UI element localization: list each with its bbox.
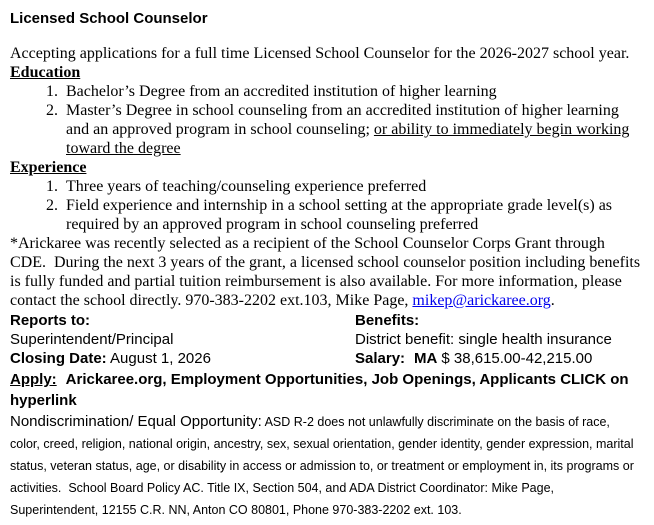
closing-date-value: August 1, 2026 <box>110 350 211 367</box>
experience-item-2 <box>62 196 642 234</box>
salary-label: Salary: <box>355 350 406 367</box>
experience-item-1-text: Three years of teaching/counseling experience preferred <box>66 178 427 195</box>
grant-paragraph-period: . <box>550 292 555 309</box>
salary-value: $ 38,615.00-42,215.00 <box>441 350 593 367</box>
disclaimer-body: ASD R-2 does not unlawfully discriminate on the basis of race, color, creed, religion, national origin, ancestry, sex, sexual orientation, gender identity, gender expression, marital status, veteran status, age, or disability in access or admission to, or treatment or employment in, its programs or activities. School Board Policy AC. Title IX, Section 504, and ADA District Coordinator: Mike Page, Superintendent, 12155 C.R. NN, Anton CO 80801, Phone 970-383-2202 ext. 103. <box>10 415 638 517</box>
salary-degree: MA <box>414 350 438 367</box>
benefits-label: Benefits: <box>355 312 420 329</box>
experience-list <box>10 177 642 234</box>
page-title: Licensed School Counselor <box>10 10 208 27</box>
education-item-2-underlined-text: or ability to immediately begin working toward the degree <box>66 121 630 157</box>
email-link[interactable]: mikep@arickaree.org <box>412 292 551 309</box>
apply-text: Arickaree.org, Employment Opportunities, Job Openings, Applicants CLICK on hyperlink <box>10 371 629 409</box>
education-item-2 <box>62 101 642 158</box>
apply-label: Apply: <box>10 371 57 388</box>
grant-paragraph-text: *Arickaree was recently selected as a recipient of the School Counselor Corps Grant through CDE. During the next 3 years of the grant, a licensed school counselor position including benefits is fully funded and partial tuition reimbursement is also available. For more information, please contact the school directly. 970-383-2202 ext.103, Mike Page, <box>10 235 645 309</box>
education-item-2-text: Master’s Degree in school counseling from an accredited institution of higher learning and an approved program in school counseling; <box>66 102 619 138</box>
benefits-value: District benefit: single health insurance <box>355 331 612 348</box>
grant-paragraph <box>10 234 645 310</box>
salary-row <box>355 349 642 368</box>
education-item-1 <box>62 82 642 101</box>
closing-date-row <box>10 349 355 368</box>
intro-paragraph: Accepting applications for a full time Licensed School Counselor for the 2026-2027 school year. <box>10 45 630 62</box>
education-item-1-text: Bachelor’s Degree from an accredited institution of higher learning <box>66 83 497 100</box>
reports-to-label: Reports to: <box>10 312 90 329</box>
details-grid <box>10 311 642 368</box>
education-heading: Education <box>10 64 81 81</box>
experience-heading: Experience <box>10 159 87 176</box>
closing-date-label: Closing Date: <box>10 350 107 367</box>
disclaimer-paragraph <box>10 411 642 521</box>
experience-item-2-text: Field experience and internship in a school setting at the appropriate grade level(s) as required by an approved program in school counseling preferred <box>66 197 613 233</box>
disclaimer-lead: Nondiscrimination/ Equal Opportunity: <box>10 413 262 430</box>
education-list <box>10 82 642 158</box>
experience-item-1 <box>62 177 642 196</box>
apply-line <box>10 369 642 411</box>
reports-to-value: Superintendent/Principal <box>10 331 174 348</box>
